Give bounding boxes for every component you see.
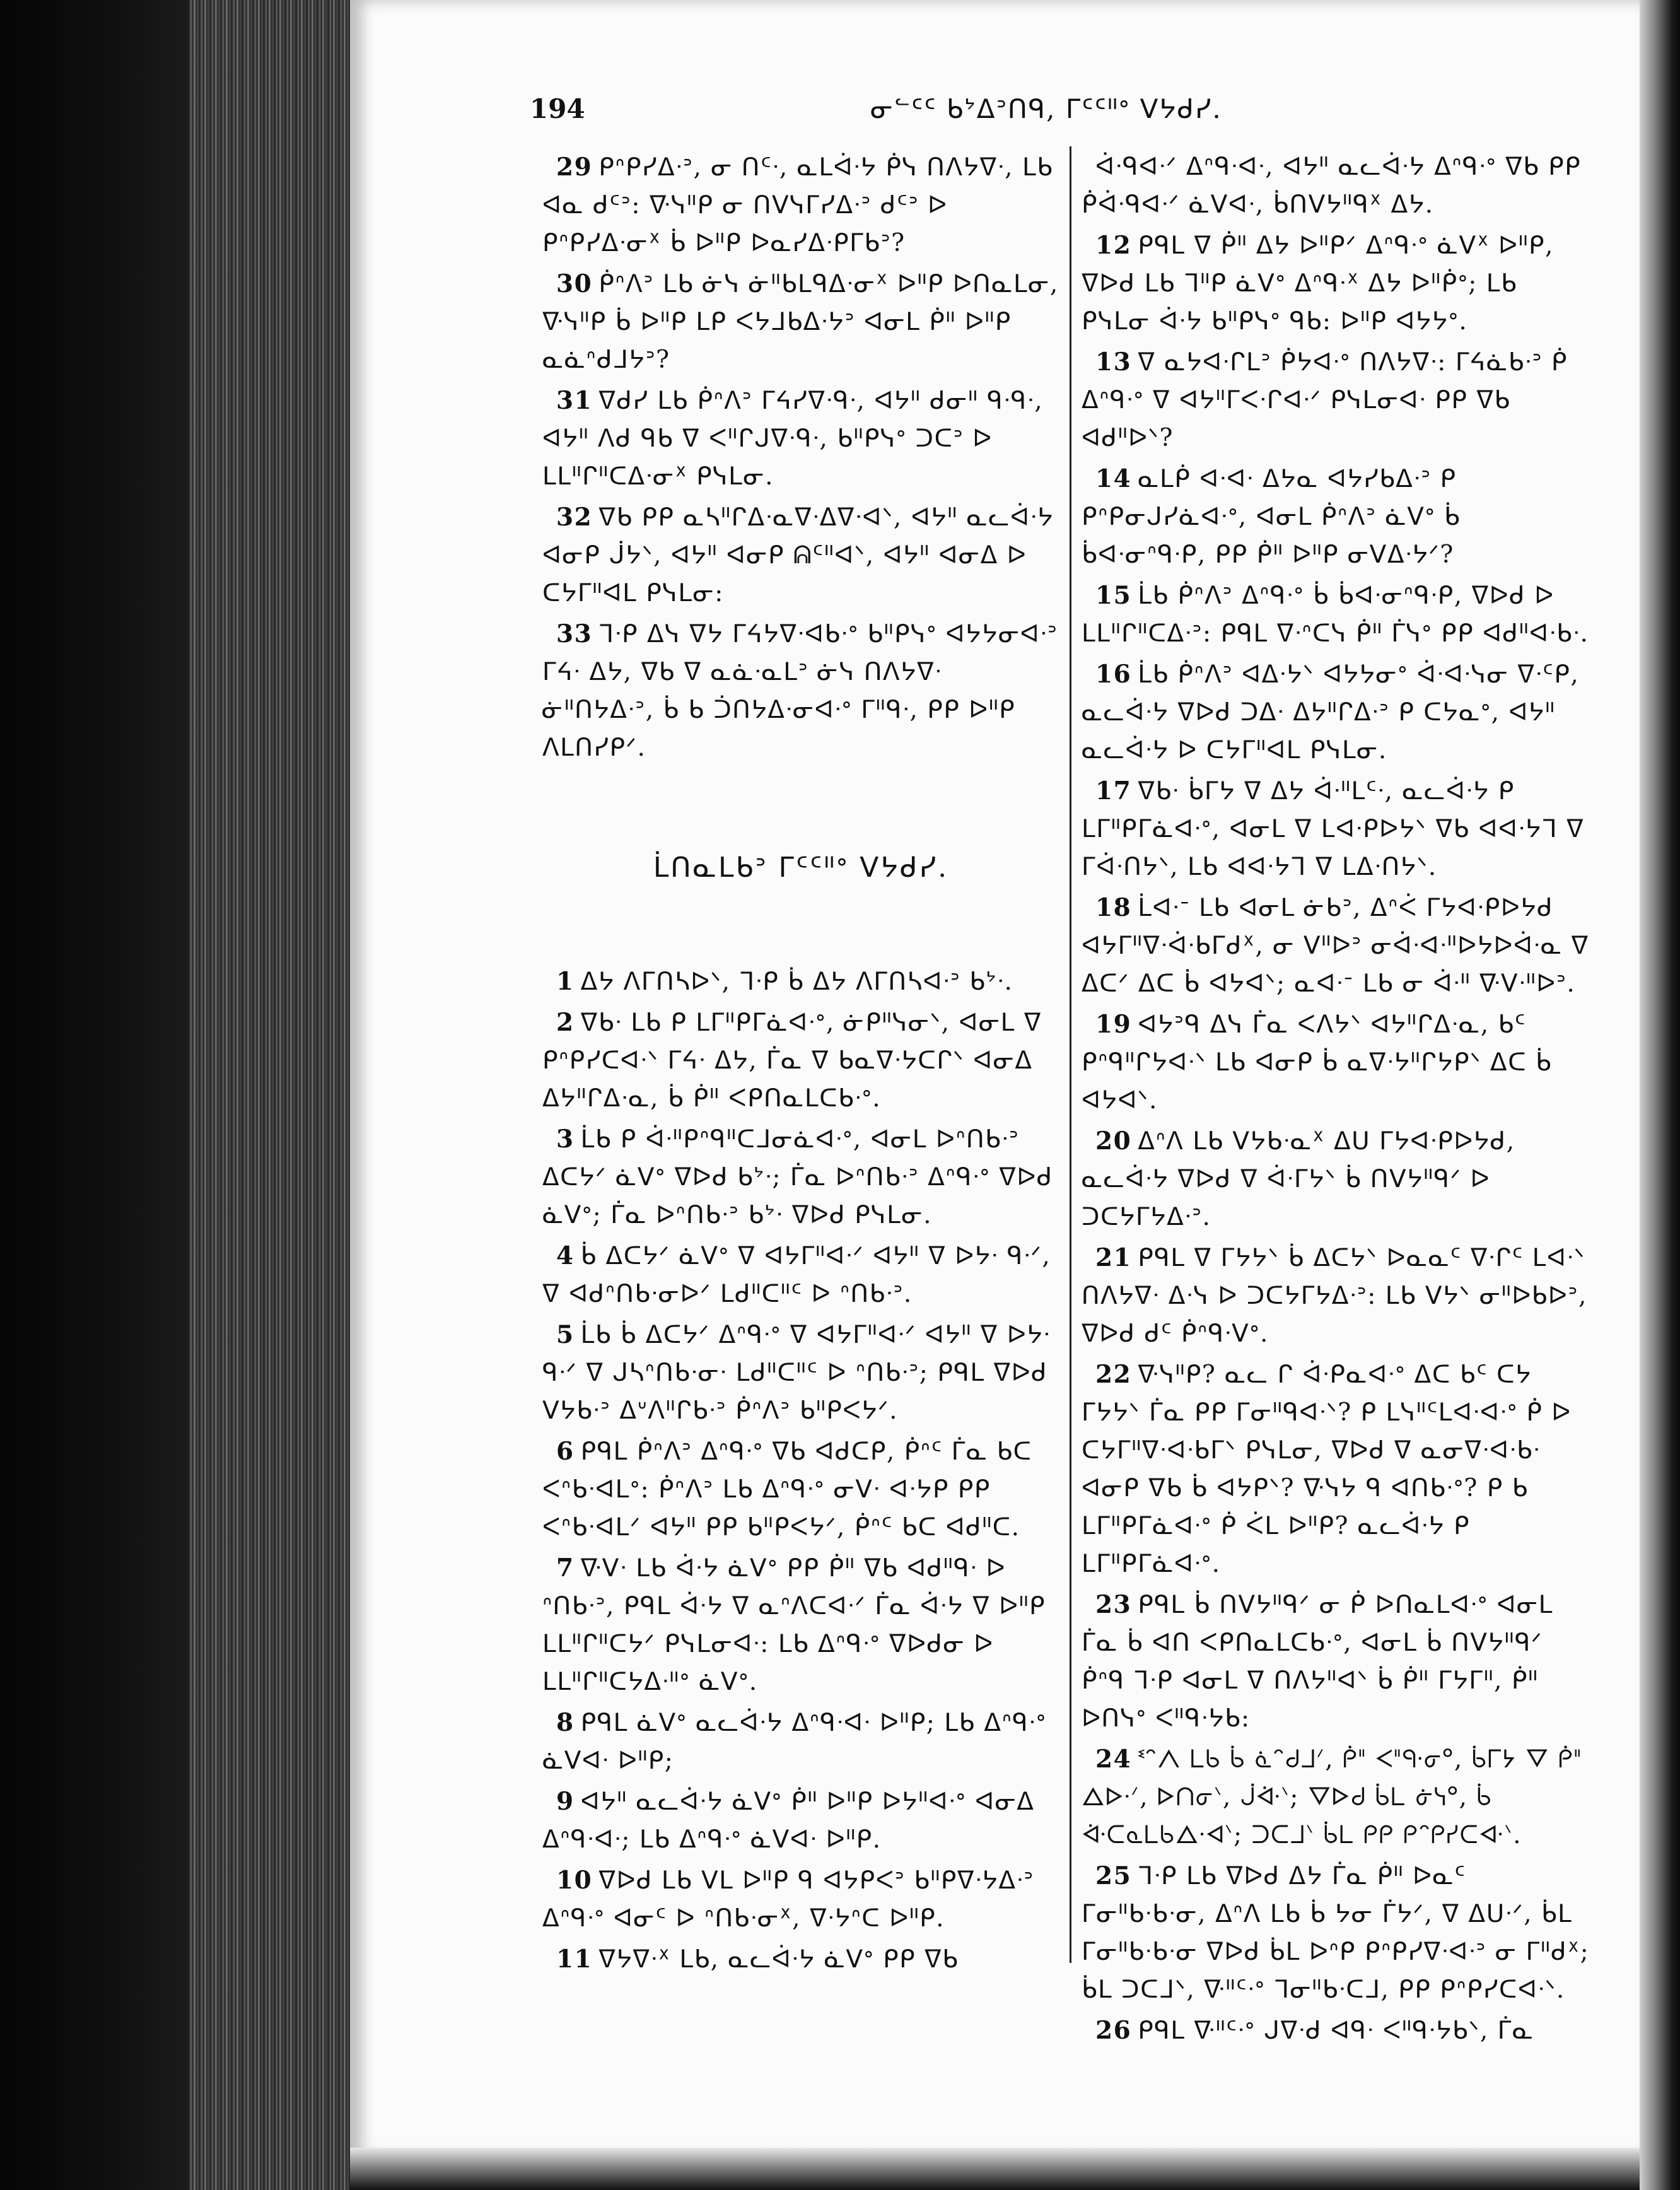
verse-number: 3 [556, 1125, 575, 1154]
verse-text: ᐁᑲᐧ ᑳᒥᔭ ᐁ ᐃᔭ ᐋᐧᐦᒪᑦᐧ, ᓇᓚᐋᐧᔭ ᑭ ᒪᒥᐦᑭᒥᓈᐊᐧᐤ, ᐊᓂᒪ ᐁ ᒪᐊᐧᑭᐅᔭᐠ ᐁᑲ ᐊᐊᐧᔭᒣ ᐁ ᒥᐋᐧᑎᔭᐠ, ᒪᑲ ᐊᐊᐧᔭᒣ ᐁ ᒪᐃᐧᑎᔭᐠ. [1082, 777, 1585, 881]
verse-number: 25 [1095, 1861, 1132, 1890]
verse-number: 22 [1095, 1360, 1132, 1389]
verse-number: 26 [1095, 2016, 1132, 2045]
verse-text: ᑭᑫᒪ ᐍᐦᑦᐧᐤ ᒍᐁᐧᑯ ᐊᑫᐧ ᐸᐦᑫᐧᔭᑲᐠ, ᒦᓇ [1138, 2017, 1534, 2045]
verse-number: 11 [556, 1945, 593, 1974]
verse-number: 33 [556, 619, 593, 648]
verse-text: ᐃᔭ ᐱᒥᑎᓴᐅᐠ, ᒣᐧᑭ ᑳ ᐃᔭ ᐱᒥᑎᓴᐊᐧᐣ ᑲᔾᐧ. [580, 968, 1013, 996]
verse [542, 265, 1059, 379]
page-right-margin-shadow [1640, 0, 1680, 2190]
verse-text: ᒣᐧᑭ ᒪᑲ ᐁᐅᑯ ᐃᔭ ᒦᓇ ᑮᐦ ᐅᓇᑦ ᒥᓂᐦᑲᐧᑲᐧᓂ, ᐃᐢᐱ ᒪᑲ ᑳ ᔭᓂ ᒦᔭᐟ, ᐁ ᐃᑌᐧᐟ, ᑳᒪ ᒥᓂᐦᑲᐧᑲᐧᓂ ᐁᐅᑯ ᑳᒪ ᐅᐢᑭ ᑭᐢᑭᓯᐁᐧᐊᐧᐣ ᓂ ᒥᐦᑯᕽ; ᑳᒪ ᑐᑕᒧᐠ, ᐍᐦᑦᐧᐤ ᒣᓂᐦᑲᐧᑕᒧ, ᑭᑭ ᑭᐢᑭᓯᑕᐊᐧᐠ. [1082, 1862, 1590, 2004]
verse-text: ᐃᐢᐱ ᒪᑲ ᐯᔭᑲᐧᓇᕽ ᐃᑌ ᒥᔭᐊᐧᑭᐅᔭᑯ, ᓇᓚᐋᐧᔭ ᐁᐅᑯ ᐁ ᐋᐧᒥᔭᐠ ᑳ ᑎᐯᔭᐦᑫᐟ ᐅ ᑐᑕᔭᒥᔭᐃᐧᐣ. [1082, 1127, 1515, 1231]
left-verses-group [542, 148, 1059, 767]
left-column [542, 148, 1059, 1981]
verse-number: 17 [1095, 776, 1132, 805]
verse-number: 14 [1095, 464, 1132, 493]
page-bottom-shadow [350, 2148, 1640, 2190]
verse-text: ᓇᒪᑮ ᐊᐧᐊᐧ ᐃᔭᓇ ᐊᔭᓯᑲᐃᐧᐣ ᑭ ᑭᐢᑭᓂᒍᓯᓈᐊᐧᐤ, ᐊᓂᒪ ᑮᐢᐱᐣ ᓈᐯᐤ ᑳ ᑳᐊᐧᓂᐢᑫᐧᑭ, ᑭᑭ ᑮᐦ ᐅᐦᑭ ᓂᐯᐃᐧᔭᐟ? [1082, 465, 1461, 569]
verse [1082, 1005, 1592, 1120]
page-number: 194 [530, 93, 585, 124]
verse-text: ᑭᑫᒪ ᐁ ᑮᐦ ᐃᔭ ᐅᐦᑭᐟ ᐃᐢᑫᐧᐤ ᓈᐯᕽ ᐅᐦᑭ, ᐁᐅᑯ ᒪᑲ ᒣᐦᑭ ᓈᐯᐤ ᐃᐢᑫᐧᕽ ᐃᔭ ᐅᐦᑮᐤ; ᒪᑲ ᑭᓭᒪᓂ ᐋᐧᔭ ᑲᐦᑭᓭᐤ ᑫᑲ: ᐅᐦᑭ ᐊᔭᔭᐤ. [1082, 231, 1554, 336]
verse [542, 963, 1059, 1001]
verse-text: ᐁᑲᐧ ᒪᑲ ᑭ ᒪᒥᐦᑭᒥᓈᐊᐧᐤ, ᓃᑭᐦᓭᓂᐠ, ᐊᓂᒪ ᐁ ᑭᐢᑭᓯᑕᐊᐧᐠ ᒥᔦᐧ ᐃᔭ, ᒦᓇ ᐁ ᑲᓇᐁᐧᔭᑕᒋᐠ ᐊᓂᐃ ᐃᔭᐦᒋᐃᐧᓇ, ᑳ ᑮᐦ ᐸᑭᑎᓇᒪᑕᑲᐧᐤ. [542, 1009, 1042, 1113]
verse-text: ᑭᑫᒪ ᑳ ᑎᐯᔭᐦᑫᐟ ᓂ ᑮ ᐅᑎᓇᒪᐊᐧᐤ ᐊᓂᒪ ᒦᓇ ᑳ ᐊᑎ ᐸᑭᑎᓇᒪᑕᑲᐧᐤ, ᐊᓂᒪ ᑳ ᑎᐯᔭᐦᑫᐟ ᑮᐢᑫ ᒣᐧᑭ ᐊᓂᒪ ᐁ ᑎᐱᔭᐦᐊᐠ ᑳ ᑮᐦ ᒥᔭᒥᐦ, ᑮᐦ ᐅᑎᓭᐤ ᐸᐦᑫᐧᔭᑲ: [1082, 1591, 1553, 1733]
verse-number: 1 [556, 967, 575, 996]
verse [1082, 1857, 1592, 2009]
verse [1082, 2011, 1592, 2050]
verse-number: 24 [1095, 1745, 1132, 1774]
verse-number: 9 [556, 1787, 575, 1816]
verse-number: 15 [1095, 581, 1132, 610]
section-title: ᒫᑎᓇᒪᑲᐣ ᒥᑦᑦᐦᐤ ᐯᔭᑯᓯ. [653, 852, 949, 884]
verse [542, 1237, 1059, 1313]
verse-number: 5 [556, 1320, 575, 1349]
scan-background [0, 0, 202, 2190]
verse-text: ᐍᐯᐧ ᒪᑲ ᐋᐧᔭ ᓈᐯᐤ ᑭᑭ ᑮᐦ ᐁᑲ ᐊᑯᐦᑫᐧ ᐅ ᐢᑎᑲᐧᐣ, ᑭᑫᒪ ᐋᐧᔭ ᐁ ᓇᐢᐱᑕᐊᐧᐟ ᒦᓇ ᐋᐧᔭ ᐁ ᐅᐦᑭ ᒪᒪᐦᒋᐦᑕᔭᐟ ᑭᓭᒪᓂᐊᐧ: ᒪᑲ ᐃᐢᑫᐧᐤ ᐁᐅᑯᓂ ᐅ ᒪᒪᐦᒋᐦᑕᔭᐃᐧᐦᐤ ᓈᐯᐤ. [542, 1554, 1046, 1696]
verse [1082, 1586, 1592, 1738]
verse-number: 8 [556, 1708, 575, 1737]
verse [542, 1549, 1059, 1701]
right-column [1082, 148, 1592, 2052]
verse-number: 7 [556, 1554, 575, 1583]
verse [542, 1004, 1059, 1118]
verse-number: 19 [1095, 1010, 1132, 1039]
verse-number: 30 [556, 269, 593, 298]
verse [542, 1861, 1059, 1938]
verse [1082, 889, 1592, 1003]
verse-text: ᐋᐧᑫᐊᐧᐟ ᐃᐢᑫᐧᐊᐧ, ᐊᔭᐦ ᓇᓚᐋᐧᔭ ᐃᐢᑫᐧᐤ ᐁᑲ ᑭᑭ ᑮᐋᐧᑫᐊᐧᐟ ᓈᐯᐊᐧ, ᑳᑎᐯᔭᐦᑫᕽ ᐃᔭ. [1082, 153, 1582, 219]
verse [542, 615, 1059, 767]
verse-text: ᐍᓭᐦᑭ? ᓇᓚ ᒋ ᐋᐧᑭᓇᐊᐧᐤ ᐃᑕ ᑲᑦ ᑕᔭ ᒥᔭᔭᐠ ᒦᓇ ᑭᑭ ᒥᓂᐦᑫᐊᐧᐠ? ᑭ ᒪᓭᐦᑦᒪᐊᐧᐊᐧᐤ ᑮ ᐅ ᑕᔭᒥᐦᐁᐧᐊᐧᑲᒥᐠ ᑭᓭᒪᓂ, ᐁᐅᑯ ᐁ ᓇᓂᐁᐧᐊᐧᑲᐧ ᐊᓂᑭ ᐁᑲ ᑳ ᐊᔭᑭᐠ? ᐍᓭᔭ ᑫ ᐊᑎᑲᐧᐤ? ᑭ ᑲ ᒪᒥᐦᑭᒥᓈᐊᐧᐤ ᑮ ᐹᒪ ᐅᐦᑭ? ᓇᓚᐋᐧᔭ ᑭ ᒪᒥᐦᑭᒥᓈᐊᐧᐤ. [1082, 1361, 1572, 1578]
verse-text: ᐊᔭᐣᑫ ᐃᓭ ᒦᓇ ᐸᐱᔭᐠ ᐊᔭᐦᒋᐃᐧᓇ, ᑲᑦ ᑭᐢᑫᐦᒋᔭᐊᐧᐠ ᒪᑲ ᐊᓂᑭ ᑳ ᓇᐁᐧᔭᐦᒋᔭᑭᐠ ᐃᑕ ᑳ ᐊᔭᐊᐠ. [1082, 1010, 1552, 1115]
verse-number: 10 [556, 1866, 593, 1895]
verse-text: ᑭᑫᒪ ᐁ ᒥᔭᔭᐠ ᑳ ᐃᑕᔭᐠ ᐅᓇᓇᑦ ᐁᐧᒋᑦ ᒪᐊᐧᐠ ᑎᐱᔭᐁᐧ ᐃᐧᓭ ᐅ ᑐᑕᔭᒥᔭᐃᐧᐣ: ᒪᑲ ᐯᔭᐠ ᓂᐦᐅᑲᐅᐣ, ᐁᐅᑯ ᑯᑦ ᑮᐢᑫᐧᐯᐤ. [1082, 1244, 1587, 1348]
verse-text: ᑭᐢᑭᓯᐃᐧᐣ, ᓂ ᑎᑦᐧ, ᓇᒪᐋᐧᔭ ᑮᓭ ᑎᐱᔭᐁᐧ, ᒪᑲ ᐊᓇ ᑯᑦᐣ: ᐍᓭᐦᑭ ᓂ ᑎᐯᓭᒥᓯᐃᐧᐣ ᑯᑦᐣ ᐅ ᑭᐢᑭᓯᐃᐧᓂᕽ ᑳ ᐅᐦᑭ ᐅᓇᓯᐃᐧᑭᒥᑲᐣ? [542, 153, 1054, 257]
verse-text: ᑮᐢᐱᐣ ᒪᑲ ᓃᓭ ᓃᐦᑲᒪᑫᐃᐧᓂᕽ ᐅᐦᑭ ᐅᑎᓇᒪᓂ, ᐍᓭᐦᑭ ᑳ ᐅᐦᑭ ᒪᑭ ᐸᔭᒧᑲᐃᐧᔭᐣ ᐊᓂᒪ ᑮᐦ ᐅᐦᑭ ᓇᓈᐢᑯᒧᔭᐣ? [542, 270, 1059, 374]
verse [1082, 577, 1592, 653]
verse [542, 1940, 1059, 1979]
verse-text: ᐊᔭᐦ ᓇᓚᐋᐧᔭ ᓈᐯᐤ ᑮᐦ ᐅᐦᑭ ᐅᔭᐦᐊᐧᐤ ᐊᓂᐃ ᐃᐢᑫᐧᐊᐧ; ᒪᑲ ᐃᐢᑫᐧᐤ ᓈᐯᐊᐧ ᐅᐦᑭ. [542, 1788, 1035, 1854]
verse-text: ᒫᐊᐧᐨ ᒪᑲ ᐊᓂᒪ ᓃᑲᐣ, ᐃᐢᐹ ᒥᔭᐊᐧᑭᐅᔭᑯ ᐊᔭᒥᐦᐁᐧᐋᐧᑲᒥᑯᕽ, ᓂ ᐯᐦᐅᐣ ᓂᐋᐧᐊᐧᐦᐅᔭᐅᐋᐧᓇ ᐁ ᐃᑕᐟ ᐃᑕ ᑳ ᐊᔭᐊᐠ; ᓇᐊᐧᐨ ᒪᑲ ᓂ ᐋᐧᐦ ᐍᐯᐧᐦᐅᐣ. [1082, 894, 1589, 998]
verse-number: 18 [1095, 893, 1132, 922]
verse [1082, 772, 1592, 886]
verse-number: 29 [556, 153, 593, 182]
column-divider [1070, 146, 1071, 1963]
verse-number: 31 [556, 386, 593, 415]
verse [1082, 1122, 1592, 1236]
verse [1082, 460, 1592, 574]
verse [542, 1316, 1059, 1430]
verse [1082, 1239, 1592, 1353]
verse-number: 4 [556, 1241, 575, 1270]
left-verses-group-2 [542, 963, 1059, 1979]
verse-text: ᒫᑲ ᑭ ᐋᐧᐦᑭᐢᑫᐦᑕᒧᓂᓈᐊᐧᐤ, ᐊᓂᒪ ᐅᐢᑎᑲᐧᐣ ᐃᑕᔭᐟ ᓈᐯᐤ ᐁᐅᑯ ᑲᔾᐧ; ᒦᓇ ᐅᐢᑎᑲᐧᐣ ᐃᐢᑫᐧᐤ ᐁᐅᑯ ᓈᐯᐤ; ᒦᓇ ᐅᐢᑎᑲᐧᐣ ᑲᔾᐧ ᐁᐅᑯ ᑭᓭᒪᓂ. [542, 1125, 1053, 1229]
verse-text: ᐁᐅᑯ ᒪᑲ ᐯᒪ ᐅᐦᑭ ᑫ ᐊᔭᑭᐸᐣ ᑲᐦᑭᐁᐧᔭᐃᐧᐣ ᐃᐢᑫᐧᐤ ᐊᓂᑦ ᐅ ᐢᑎᑲᐧᓂᕽ, ᐁᐧᔭᐢᑕ ᐅᐦᑭ. [542, 1866, 1034, 1933]
verse-number: 32 [556, 503, 593, 532]
verse-number: 6 [556, 1437, 575, 1466]
verse-text: ᓫᐢᐱ ᒪᑲ ᑳ ᓈᐢᑯᒧᐟ, ᑮᐦ ᐸᐦᑫᐧᓂᐤ, ᑳᒥᔭ ᐁ ᑮᐦ ᐃᐅᐧᐟ, ᐅᑎᓂᐠ, ᒎᐋᐧᐠ; ᐁᐅᑯ ᑳᒪ ᓃᓭᐤ, ᑳ ᐋᐧᑕᓇᒪᑲᐃᐧᐊᐠ; ᑐᑕᒧᐠ ᑳᒪ ᑭᑭ ᑭᐢᑭᓯᑕᐊᐧᐠ. [1082, 1745, 1582, 1849]
verse [1082, 226, 1592, 341]
verse-text: ᒣᐧᑭ ᐃᓭ ᐁᔭ ᒥᔦᔭᐁᐧᐊᑲᐧᐤ ᑲᐦᑭᓭᐤ ᐊᔭᔭᓂᐊᐧᐣ ᒥᔦᐧ ᐃᔭ, ᐁᑲ ᐁ ᓇᓈᐧᓇᒪᐣ ᓃᓭ ᑎᐱᔭᐁᐧ ᓃᐦᑎᔭᐃᐧᐣ, ᑳ ᑲ ᑑᑎᔭᐃᐧᓂᐊᐧᐤ ᒥᐦᑫᐧ, ᑭᑭ ᐅᐦᑭ ᐱᒪᑎᓯᑭᐟ. [542, 620, 1058, 762]
verse [542, 382, 1059, 496]
verse-text: ᐁᑲ ᑭᑭ ᓇᓴᐦᒋᐃᐧᓇᐁᐧᐃᐁᐧᐊᐠ, ᐊᔭᐦ ᓇᓚᐋᐧᔭ ᐊᓂᑭ ᒎᔭᐠ, ᐊᔭᐦ ᐊᓂᑭ ᕱᑦᐦᐊᐠ, ᐊᔭᐦ ᐊᓂᐃ ᐅ ᑕᔭᒥᐦᐊᒪ ᑭᓭᒪᓂ: [542, 503, 1054, 607]
verse-number: 23 [1095, 1590, 1132, 1619]
verse [542, 498, 1059, 612]
verse [542, 1120, 1059, 1234]
verse [542, 1432, 1059, 1547]
running-title: ᓂᓪᑦᑦ ᑲᔾᐃᐣᑎᑫ, ᒥᑦᑦᐦᐤ ᐯᔭᑯᓯ. [870, 93, 1222, 124]
verse [542, 1704, 1059, 1780]
verse-text: ᐁᑯᓯ ᒪᑲ ᑮᐢᐱᐣ ᒥᔦᓯᐁᐧᑫᐧ, ᐊᔭᐦ ᑯᓂᐦ ᑫᐧᑫᐧ, ᐊᔭᐦ ᐱᑯ ᑫᑲ ᐁ ᐸᐦᒋᒍᐁᐧᑫᐧ, ᑲᐦᑭᓭᐤ ᑐᑕᐣ ᐅ ᒪᒪᐦᒋᐦᑕᐃᐧᓂᕽ ᑭᓭᒪᓂ. [542, 387, 1044, 491]
verse-text: ᑭᑫᒪ ᓈᐯᐤ ᓇᓚᐋᐧᔭ ᐃᐢᑫᐧᐊᐧ ᐅᐦᑭ; ᒪᑲ ᐃᐢᑫᐧᐤ ᓈᐯᐊᐧ ᐅᐦᑭ; [542, 1709, 1047, 1775]
verse-number: 13 [1095, 348, 1132, 377]
verse-text: ᒫᑲ ᑮᐢᐱᐣ ᐃᐢᑫᐧᐤ ᑳ ᑳᐊᐧᓂᐢᑫᐧᑭ, ᐁᐅᑯ ᐅ ᒪᒪᐦᒋᐦᑕᐃᐧᐣ: ᑭᑫᒪ ᐁᐧᐢᑕᓭ ᑮᐦ ᒦᓭᐤ ᑭᑭ ᐊᑯᐦᐊᐧᑲᐧ. [1082, 582, 1589, 648]
verse [1082, 343, 1592, 457]
verse-number: 20 [1095, 1127, 1132, 1156]
verse-number: 2 [556, 1008, 575, 1037]
verse-text: ᒫᑲ ᑳ ᐃᑕᔭᐟ ᐃᐢᑫᐧᐤ ᐁ ᐊᔭᒥᐦᐊᐧᐟ ᐊᔭᐦ ᐁ ᐅᔭᐧ ᑫᐧᐟ ᐁ ᒍᓴᐢᑎᑲᐧᓂᐧ ᒪᑯᐦᑕᐦᑦ ᐅ ᐢᑎᑲᐧᐣ; ᑭᑫᒪ ᐁᐅᑯ ᐯᔭᑲᐧᐣ ᐃᐡᐱᐦᒋᑲᐧᐣ ᑮᐢᐱᐣ ᑲᐦᑭᐸᔭᐟ. [542, 1321, 1051, 1425]
verse [1082, 655, 1592, 770]
verse [542, 1783, 1059, 1859]
page-header [530, 93, 1589, 138]
book-page-edges [189, 0, 359, 2190]
verse-number: 16 [1095, 660, 1132, 689]
verse [1082, 148, 1592, 224]
verse [542, 148, 1059, 262]
verse [1082, 1740, 1592, 1854]
verse-text: ᐁ ᓇᔭᐊᐧᒋᒪᐣ ᑮᔭᐊᐧᐤ ᑎᐱᔭᐁᐧ: ᒥᔦᓈᑲᐧᐣ ᑮ ᐃᐢᑫᐧᐤ ᐁ ᐊᔭᐦᒥᐸᐧᒋᐊᐧᐟ ᑭᓭᒪᓂᐊᐧ ᑭᑭ ᐁᑲ ᐊᑯᐦᐅᐠ? [1082, 348, 1568, 452]
right-verses-group [1082, 148, 1592, 2050]
verse-number: 12 [1095, 231, 1132, 260]
verse-text: ᐁᔭᐁᐧᕽ ᒪᑲ, ᓇᓚᐋᐧᔭ ᓈᐯᐤ ᑭᑭ ᐁᑲ [598, 1945, 959, 1974]
verse-text: ᑭᑫᒪ ᑮᐢᐱᐣ ᐃᐢᑫᐧᐤ ᐁᑲ ᐊᑯᑕᑭ, ᑮᐢᑦ ᒦᓇ ᑲᑕ ᐸᐢᑲᐧᐊᒪᐤ: ᑮᐢᐱᐣ ᒪᑲ ᐃᐢᑫᐧᐤ ᓂᐯᐧ ᐊᐧᔭᑭ ᑭᑭ ᐸᐢᑲᐧᐊᒪᐟ ᐊᔭᐦ ᑭᑭ ᑲᐦᑭᐸᔭᐟ, ᑮᐢᑦ ᑲᑕ ᐊᑯᐦᑕ. [542, 1438, 1032, 1542]
verse [1082, 1356, 1592, 1583]
verse-text: ᒫᑲ ᑮᐢᐱᐣ ᐊᐃᐧᔭᐠ ᐊᔭᔭᓂᐤ ᐋᐧᐊᐧᓭᓂ ᐁᐧᑦᑭ, ᓇᓚᐋᐧᔭ ᐁᐅᑯ ᑐᐃᐧ ᐃᔭᐦᒋᐃᐧᐣ ᑭ ᑕᔭᓇᐤ, ᐊᔭᐦ ᓇᓚᐋᐧᔭ ᐅ ᑕᔭᒥᐦᐊᒪ ᑭᓭᒪᓂ. [1082, 660, 1580, 764]
verse-number: 21 [1095, 1243, 1132, 1272]
verse-text: ᑳ ᐃᑕᔭᐟ ᓈᐯᐤ ᐁ ᐊᔭᒥᐦᐊᐧᐟ ᐊᔭᐦ ᐁ ᐅᔭᐧ ᑫᐧᐟ, ᐁ ᐊᑯᐢᑎᑲᐧᓂᐅᐟ ᒪᑯᐦᑕᐦᑦ ᐅ ᐢᑎᑲᐧᐣ. [542, 1242, 1051, 1308]
